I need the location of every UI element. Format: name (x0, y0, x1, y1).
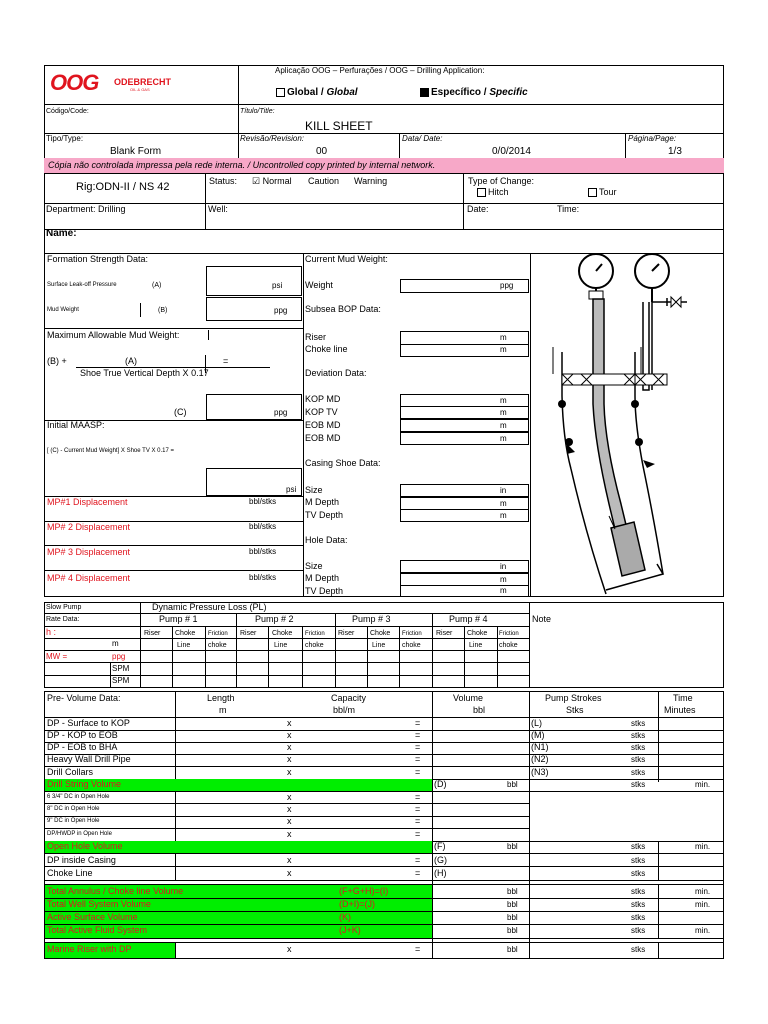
status-normal[interactable]: ☑ Normal (252, 176, 292, 186)
eob-md-input[interactable] (400, 419, 529, 432)
dp-surface-kop-label: DP - Surface to KOP (47, 718, 130, 728)
total-active-fluid-label: Total Active Fluid System (47, 925, 148, 935)
subsea-bop-title: Subsea BOP Data: (305, 304, 381, 314)
status-caution[interactable]: Caution (308, 176, 340, 186)
revision-label: Revisão/Revision: (240, 134, 305, 143)
current-mw-title: Current Mud Weight: (305, 254, 388, 264)
date-label: Data/ Date: (402, 134, 443, 143)
active-surface-label: Active Surface Volume (47, 912, 138, 922)
code-label: Código/Code: (46, 108, 89, 115)
dp-inside-casing-label: DP inside Casing (47, 855, 116, 865)
casing-tvdepth-input[interactable] (400, 509, 529, 522)
casing-shoe-title: Casing Shoe Data: (305, 458, 381, 468)
document-title: KILL SHEET (305, 119, 373, 133)
marine-riser-label: Marine Riser with DP (47, 944, 132, 954)
total-well-system-label: Total Well System Volume (47, 899, 151, 909)
formation-title: Formation Strength Data: (47, 254, 149, 264)
hitch-checkbox[interactable] (477, 188, 486, 197)
drill-collars-label: Drill Collars (47, 767, 94, 777)
type-label: Tipo/Type: (46, 134, 84, 143)
bop-stack-icon (562, 374, 635, 385)
hole-data-title: Hole Data: (305, 535, 348, 545)
application-label: Aplicação OOG – Perfurações / OOG – Drilling Application: (275, 66, 485, 75)
specific-option[interactable]: Específico / Specific (420, 88, 528, 98)
mw-label: MW = (46, 652, 68, 661)
mp2-label: MP# 2 Displacement (47, 522, 131, 532)
mp4-label: MP# 4 Displacement (47, 573, 131, 583)
name-label: Name: (46, 228, 77, 239)
well-label: Well: (208, 204, 228, 214)
pre-volume-label: Pre- Volume Data: (47, 693, 121, 703)
pump2-header: Pump # 2 (255, 614, 294, 624)
date-value: 0/0/2014 (492, 146, 531, 157)
total-annulus-label: Total Annulus / Choke line Volume (47, 886, 184, 896)
status-warning[interactable]: Warning (354, 176, 388, 186)
dpl-title: Dynamic Pressure Loss (PL) (152, 602, 267, 612)
leak-off-input[interactable] (206, 266, 302, 296)
pump1-header: Pump # 1 (159, 614, 198, 624)
hole-tvdepth-input[interactable] (400, 585, 529, 597)
dp-kop-eob-label: DP - KOP to EOB (47, 730, 118, 740)
mp1-label: MP#1 Displacement (47, 497, 128, 507)
slow-pump-label: Slow Pump (46, 604, 82, 611)
status-label: Status: (209, 176, 238, 186)
tour-checkbox[interactable] (588, 188, 597, 197)
pump4-header: Pump # 4 (449, 614, 488, 624)
type-value: Blank Form (110, 146, 162, 157)
open-hole-label: Open Hole Volume (47, 841, 123, 851)
hwdp-label: Heavy Wall Drill Pipe (47, 754, 131, 764)
pump3-header: Pump # 3 (352, 614, 391, 624)
type-of-change-label: Type of Change: (468, 176, 535, 186)
hole-size-input[interactable] (400, 560, 529, 573)
mamw-label: Maximum Allowable Mud Weight: (47, 330, 180, 340)
mp3-label: MP# 3 Displacement (47, 547, 131, 557)
mud-weight-input[interactable] (206, 297, 302, 321)
specific-checkbox[interactable] (420, 88, 429, 97)
page-value: 1/3 (668, 146, 682, 157)
company-logo: OOG ODEBRECHT OIL & GAS (50, 70, 172, 95)
maasp-formula: [ (C) - Current Mud Weight] X Shoe TV X 0.17 = (47, 448, 174, 454)
drill-string-label: Drill String Volume (47, 779, 122, 789)
note-label: Note (532, 614, 552, 624)
casing-size-input[interactable] (400, 484, 529, 497)
wellbore-diagram (531, 254, 723, 596)
deviation-title: Deviation Data: (305, 368, 367, 378)
eob-md2-input[interactable] (400, 432, 529, 445)
time-field-label: Time: (557, 204, 580, 214)
title-label: Título/Title: (240, 108, 275, 115)
dp-hwdp-label: DP/HWDP in Open Hole (47, 831, 112, 837)
dc-6-label: 6 3/4" DC in Open Hole (47, 794, 110, 800)
dc-8-label: 8" DC in Open Hole (47, 806, 100, 812)
shoe-tvd-label: Shoe True Vertical Depth X 0.17 (80, 368, 209, 378)
h-label: h : (46, 627, 57, 637)
dp-eob-bha-label: DP - EOB to BHA (47, 742, 118, 752)
surface-leak-label: Surface Leak-off Pressure (47, 282, 117, 288)
rate-data-label: Rate Data: (46, 616, 80, 623)
mud-weight-label: Mud Weight (47, 307, 79, 313)
department-label: Department: Drilling (46, 204, 126, 214)
tour-option[interactable]: Tour (588, 188, 617, 197)
hitch-option[interactable]: Hitch (477, 188, 509, 197)
rig-name: Rig:ODN-II / NS 42 (76, 181, 170, 193)
uncontrolled-text: Cópia não controlada impressa pela rede interna. / Uncontrolled copy printed by internal network. (48, 160, 436, 170)
riser-input[interactable] (400, 331, 529, 345)
revision-value: 00 (316, 146, 328, 157)
choke-line-label: Choke Line (47, 868, 93, 878)
choke-valve-icon (671, 297, 681, 307)
dc-9-label: 9" DC in Open Hole (47, 818, 100, 824)
global-option[interactable]: Global / Global (276, 88, 358, 98)
page-label: Página/Page: (628, 134, 677, 143)
kop-tv-input[interactable] (400, 406, 529, 419)
mamw-input[interactable] (206, 394, 302, 420)
choke-line-input[interactable] (400, 344, 529, 357)
date-field-label: Date: (467, 204, 489, 214)
initial-maasp-label: Initial MAASP: (47, 420, 105, 430)
global-checkbox[interactable] (276, 88, 285, 97)
